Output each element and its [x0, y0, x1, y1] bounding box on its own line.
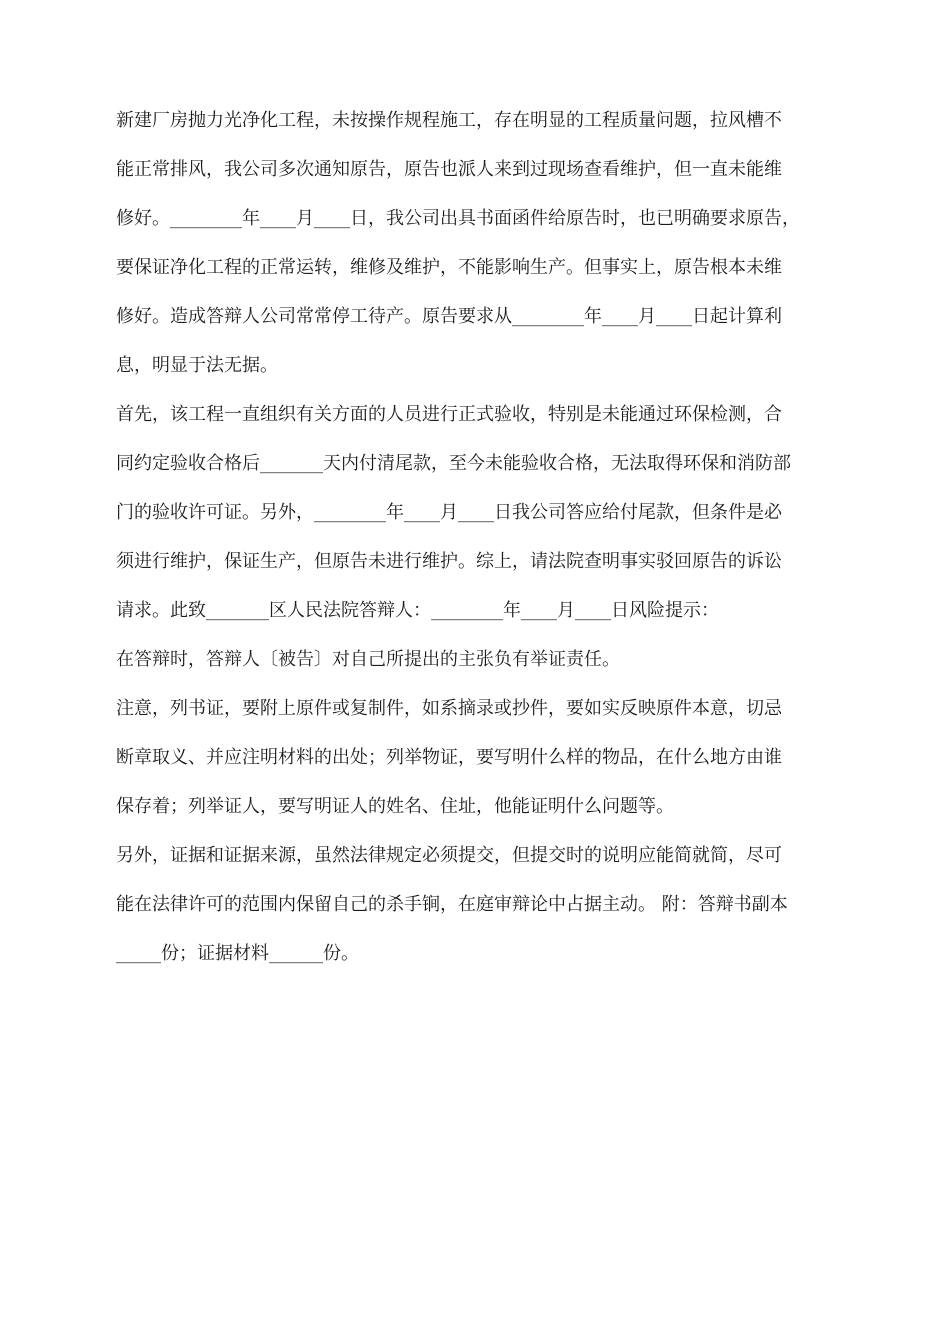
text-line: 断章取义、并应注明材料的出处；列举物证，要写明什么样的物品，在什么地方由谁: [116, 747, 782, 768]
text-line: 注意，列书证，要附上原件或复制件，如系摘录或抄件，要如实反映原件本意，切忌: [116, 698, 782, 719]
text-line: 新建厂房抛力光净化工程，未按操作规程施工，存在明显的工程质量问题，拉风槽不: [116, 110, 782, 131]
text-line: _____份；证据材料______份。: [116, 943, 359, 964]
text-line: 门的验收许可证。另外，________年____月____日我公司答应给付尾款，但条件是必: [116, 502, 782, 523]
text-line: 要保证净化工程的正常运转，维修及维护，不能影响生产。但事实上，原告根本未维: [116, 257, 782, 278]
text-line: 请求。此致_______区人民法院答辩人：________年____月____日风险提示：: [116, 600, 719, 621]
text-line: 同约定验收合格后_______天内付清尾款，至今未能验收合格，无法取得环保和消防部: [116, 453, 791, 474]
text-line: 修好。________年____月____日，我公司出具书面函件给原告时，也已明确要求原告，: [116, 208, 800, 229]
text-line: 须进行维护，保证生产，但原告未进行维护。综上，请法院查明事实驳回原告的诉讼: [116, 551, 782, 572]
text-line: 另外，证据和证据来源，虽然法律规定必须提交，但提交时的说明应能简就简，尽可: [116, 845, 782, 866]
text-line: 能正常排风，我公司多次通知原告，原告也派人来到过现场查看维护，但一直未能维: [116, 159, 782, 180]
text-line: 息，明显于法无据。: [116, 355, 278, 376]
document-body: [116, 96, 840, 978]
text-line: 在答辩时，答辩人〔被告〕对自己所提出的主张负有举证责任。: [116, 649, 620, 670]
text-line: 首先，该工程一直组织有关方面的人员进行正式验收，特别是未能通过环保检测，合: [116, 404, 782, 425]
text-line: 能在法律许可的范围内保留自己的杀手锏，在庭审辩论中占据主动。 附：答辩书副本: [116, 894, 788, 915]
text-line: 修好。造成答辩人公司常常停工待产。原告要求从________年____月____日起计算利: [116, 306, 782, 327]
text-line: 保存着；列举证人，要写明证人的姓名、住址，他能证明什么问题等。: [116, 796, 674, 817]
